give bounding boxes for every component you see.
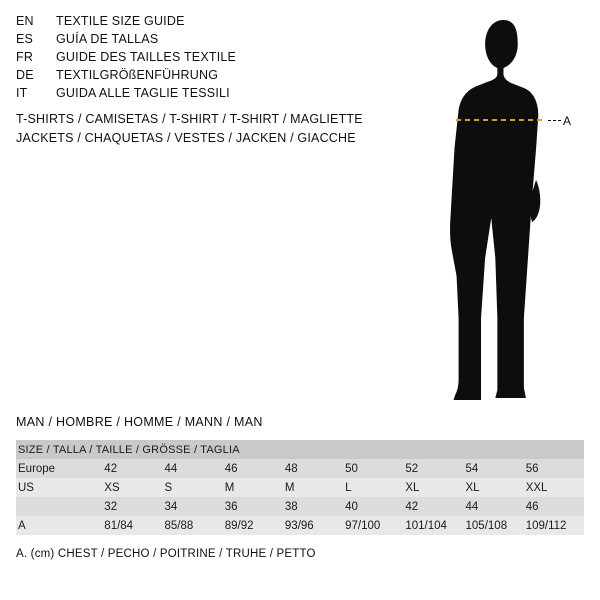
- language-title: TEXTILGRÖßENFÜHRUNG: [56, 68, 219, 82]
- measurement-footnote: A. (cm) CHEST / PECHO / POITRINE / TRUHE / PETTO: [16, 548, 316, 560]
- row-label: A: [16, 516, 102, 535]
- size-table: [16, 440, 584, 535]
- language-row: [16, 86, 376, 104]
- cell: L: [343, 478, 403, 497]
- row-label: US: [16, 478, 102, 497]
- category-tshirts: T-SHIRTS / CAMISETAS / T-SHIRT / T-SHIRT / MAGLIETTE: [16, 112, 363, 126]
- language-code: DE: [16, 68, 34, 82]
- language-code: ES: [16, 32, 34, 46]
- language-title: GUIDE DES TAILLES TEXTILE: [56, 50, 237, 64]
- cell: 50: [343, 459, 403, 478]
- cell: 32: [102, 497, 162, 516]
- language-title: TEXTILE SIZE GUIDE: [56, 14, 185, 28]
- cell: 36: [223, 497, 283, 516]
- language-row: [16, 68, 376, 86]
- table-header-label: SIZE / TALLA / TAILLE / GRÖSSE / TAGLIA: [16, 440, 584, 459]
- language-title: GUÍA DE TALLAS: [56, 32, 159, 46]
- cell: 42: [403, 497, 463, 516]
- callout-dash-line: [548, 120, 561, 121]
- cell: XS: [102, 478, 162, 497]
- language-row: [16, 50, 376, 68]
- table-row: [16, 459, 584, 478]
- cell: 109/112: [524, 516, 584, 535]
- language-code: FR: [16, 50, 34, 64]
- cell: 97/100: [343, 516, 403, 535]
- row-label: Europe: [16, 459, 102, 478]
- cell: 85/88: [163, 516, 223, 535]
- category-jackets: JACKETS / CHAQUETAS / VESTES / JACKEN / GIACCHE: [16, 131, 356, 145]
- cell: M: [223, 478, 283, 497]
- table-row: [16, 497, 584, 516]
- cell: 46: [524, 497, 584, 516]
- language-code: EN: [16, 14, 34, 28]
- cell: 44: [163, 459, 223, 478]
- row-label: [16, 497, 102, 516]
- cell: 34: [163, 497, 223, 516]
- cell: XL: [464, 478, 524, 497]
- cell: 48: [283, 459, 343, 478]
- cell: 105/108: [464, 516, 524, 535]
- cell: M: [283, 478, 343, 497]
- cell: 81/84: [102, 516, 162, 535]
- cell: 44: [464, 497, 524, 516]
- garment-category-block: [16, 110, 416, 148]
- cell: 54: [464, 459, 524, 478]
- table-row: [16, 516, 584, 535]
- cell: 93/96: [283, 516, 343, 535]
- cell: 89/92: [223, 516, 283, 535]
- cell: 38: [283, 497, 343, 516]
- cell: S: [163, 478, 223, 497]
- cell: 42: [102, 459, 162, 478]
- table-section-heading: MAN / HOMBRE / HOMME / MANN / MAN: [16, 415, 263, 429]
- cell: XL: [403, 478, 463, 497]
- language-code: IT: [16, 86, 28, 100]
- cell: 56: [524, 459, 584, 478]
- language-title: GUIDA ALLE TAGLIE TESSILI: [56, 86, 230, 100]
- cell: 46: [223, 459, 283, 478]
- table-row-header: [16, 440, 584, 459]
- cell: XXL: [524, 478, 584, 497]
- callout-label-a: A: [563, 114, 572, 128]
- language-row: [16, 14, 376, 32]
- cell: 40: [343, 497, 403, 516]
- language-row: [16, 32, 376, 50]
- cell: 101/104: [403, 516, 463, 535]
- language-header-block: [16, 14, 376, 104]
- male-silhouette-icon: [400, 10, 600, 410]
- cell: 52: [403, 459, 463, 478]
- measurement-figure: [400, 10, 600, 410]
- table-row: [16, 478, 584, 497]
